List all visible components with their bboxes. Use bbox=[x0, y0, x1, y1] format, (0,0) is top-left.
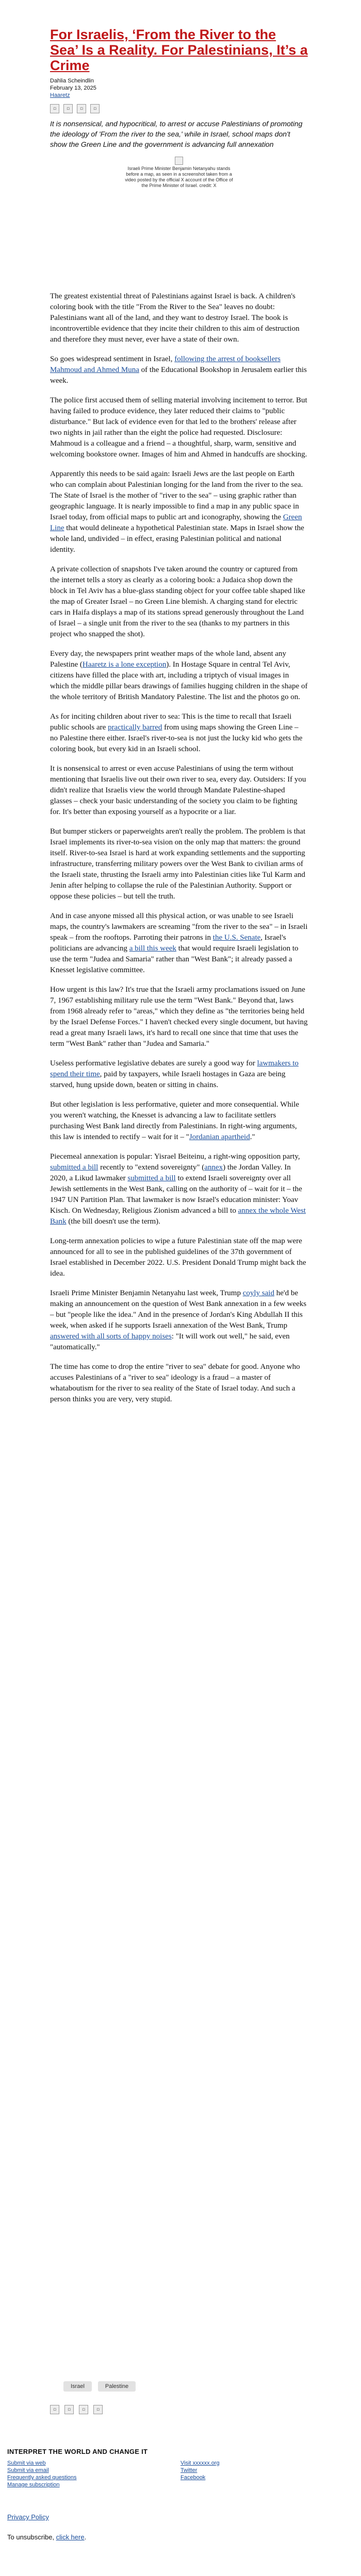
inline-link[interactable]: Green Line bbox=[50, 513, 302, 532]
tag-palestine[interactable]: Palestine bbox=[98, 2381, 136, 2392]
share-icon[interactable]: ▫ bbox=[50, 2405, 59, 2414]
footer-link-visit[interactable]: Visit xxxxxx.org bbox=[180, 2460, 220, 2466]
image-caption: Israeli Prime Minister Benjamin Netanyahu stands before a map, as seen in a screenshot taken from a video posted by the official X account of the Office of the Prime Minister of Israel. credit: X bbox=[125, 166, 233, 188]
paragraph: The police first accused them of selling material involving incitement to terror. But having failed to produce evidence, they later reduced their claims to "public disturbance." But lack of evidence even for that led to the brothers' release after two nights in jail rather than the eight the police had requested. Disclosure: Mahmoud is a colleague and a friend – a thoughtful, sharp, warm, sensitive and welcoming bookstore owner. Images of him and Ahmed in handcuffs are shocking. bbox=[50, 396, 307, 459]
tag-list bbox=[63, 2381, 136, 2392]
inline-link[interactable]: lawmakers to spend their time bbox=[50, 1059, 299, 1078]
share-icons-bottom bbox=[50, 2405, 103, 2414]
footer-link-submit-email[interactable]: Submit via email bbox=[7, 2467, 49, 2473]
inline-link[interactable]: a bill this week bbox=[129, 944, 176, 953]
inline-link[interactable]: practically barred bbox=[108, 723, 162, 732]
unsubscribe-link[interactable]: click here bbox=[56, 2533, 85, 2541]
paragraph: Piecemeal annexation is popular: Yisrael Beiteinu, a right-wing opposition party, submitted a bill recently to "extend sovereignty" (annex) the Jordan Valley. In 2020, a Likud lawmaker submitted a bill to extend Israeli sovereignty over all Jewish settlements in the West Bank, calling on the authority of – wait for it – the 1947 UN Partition Plan. That lawmaker is now Israel's education minister: Yoav Kisch. On Wednesday, Religious Zionism advanced a bill to annex the whole West Bank (the bill doesn't use the term). bbox=[50, 1153, 306, 1226]
inline-link[interactable]: answered with all sorts of happy noises bbox=[50, 1332, 172, 1341]
lead-image bbox=[122, 157, 236, 189]
footer-title: INTERPRET THE WORLD AND CHANGE IT bbox=[7, 2448, 148, 2455]
share-icon[interactable]: ▫ bbox=[64, 2405, 74, 2414]
paragraph: So goes widespread sentiment in Israel, following the arrest of booksellers Mahmoud and Ahmed Muna of the Educational Bookshop in Jerusalem earlier this week. bbox=[50, 355, 307, 385]
inline-link[interactable]: annex the whole West Bank bbox=[50, 1207, 306, 1226]
image-placeholder-icon bbox=[175, 157, 183, 165]
paragraph: Israeli Prime Minister Benjamin Netanyahu last week, Trump coyly said he'd be making an announcement on the question of West Bank annexation in a few weeks – but "people like the idea." And in the presence of Jordan's King Abdullah II this week, when asked if he supports Israeli annexation of the West Bank, Trump answered with all sorts of happy noises: "It will work out well," he said, even "automatically." bbox=[50, 1289, 307, 1351]
article-body bbox=[50, 291, 308, 1414]
footer-col-right bbox=[180, 2460, 354, 2488]
footer-columns bbox=[7, 2460, 354, 2488]
privacy-row bbox=[7, 2513, 49, 2522]
inline-link[interactable]: following the arrest of booksellers Mahmoud and Ahmed Muna bbox=[50, 355, 281, 374]
inline-link[interactable]: the U.S. Senate bbox=[212, 934, 261, 942]
paragraph: Every day, the newspapers print weather maps of the whole land, absent any Palestine (Haaretz is a lone exception). In Hostage Square in central Tel Aviv, citizens have filled the place with art, including a triptych of visual images in which the middle pillar bears drawings of families hugging children in the shape of the whole territory of British Mandatory Palestine. The list and the photos go on. bbox=[50, 650, 308, 701]
footer-link-twitter[interactable]: Twitter bbox=[180, 2467, 198, 2473]
privacy-policy-link[interactable]: Privacy Policy bbox=[7, 2513, 49, 2521]
share-icon[interactable]: ▫ bbox=[90, 104, 100, 113]
inline-link[interactable]: submitted a bill bbox=[127, 1174, 176, 1182]
share-icon[interactable]: ▫ bbox=[77, 104, 86, 113]
inline-link[interactable]: Jordanian apartheid bbox=[189, 1133, 250, 1141]
footer-link-manage[interactable]: Manage subscription bbox=[7, 2482, 60, 2488]
tag-israel[interactable]: Israel bbox=[63, 2381, 92, 2392]
inline-link[interactable]: coyly said bbox=[242, 1289, 274, 1297]
footer-col-left bbox=[7, 2460, 180, 2488]
paragraph: The greatest existential threat of Palestinians against Israel is back. A children's coloring book with the title "From the River to the Sea" leaves no doubt: Palestinians want all of the land, and they want to destroy Israel. The book is incontrovertible evidence that they incite their children to this aim of destruction and therefore they must never, ever have a state of their own. bbox=[50, 292, 300, 344]
footer-link-submit-web[interactable]: Submit via web bbox=[7, 2460, 46, 2466]
byline bbox=[50, 77, 308, 99]
share-icons bbox=[50, 104, 308, 113]
share-icon[interactable]: ▫ bbox=[63, 104, 73, 113]
paragraph: As for inciting children about river to sea: This is the time to recall that Israeli public schools are practically barred from using maps showing the Green Line – no Palestine there either. Israel's river-to-sea is not just the lucky kid who gets the coloring book, but every kid in an Israeli school. bbox=[50, 713, 303, 753]
paragraph: Useless performative legislative debates are surely a good way for lawmakers to spend their time, paid by taxpayers, while Israeli hostages in Gaza are being starved, hung upside down, beaten or sitting in chains. bbox=[50, 1059, 299, 1089]
paragraph: The time has come to drop the entire "river to sea" debate for good. Anyone who accuses Palestinians of a "river to sea" ideology is a fraud – a master of whataboutism for the river to sea reality of the State of Israel today. And such a person thinks you are very, very stupid. bbox=[50, 1363, 300, 1403]
footer-link-facebook[interactable]: Facebook bbox=[180, 2475, 206, 2481]
paragraph: It is nonsensical to arrest or even accuse Palestinians of using the term without mentioning that Israelis live out their own river to sea, every day. Outsiders: If you didn't realize that Israelis view the world through Mandate Palestine-shaped glasses – check your basic understanding of the society you claim to be fighting for. It's better than exposing yourself as a hypocrite or a liar. bbox=[50, 765, 306, 816]
paragraph: How urgent is this law? It's true that the Israeli army proclamations issued on June 7, 1967 establishing military rule use the term "West Bank." Beyond that, laws from 1968 already refer to "areas," which they define as "the territories being held by the Israel Defense Forces." I haven't checked every single document, but having read a great many Israeli laws, it's hard to recall one since that time that uses the term "West Bank" rather than "Judea and Samaria." bbox=[50, 986, 308, 1048]
paragraph: Apparently this needs to be said again: Israeli Jews are the last people on Earth who can complain about Palestinian longing for the land from the river to the sea. The State of Israel is the mother of "river to the sea" – using graphic rather than geographic language. It is nearly impossible to find a map in any public space in Israel today, from official maps to public art and iconography, showing the Green Line that would delineate a hypothetical Palestinian state. Maps in Israel show the whole land, undivided – in effect, erasing Palestinian political and national identity. bbox=[50, 470, 304, 554]
paragraph: Long-term annexation policies to wipe a future Palestinian state off the map were announced for all to see in the published guidelines of the 37th government of Israel established in December 2022. U.S. President Donald Trump might back the idea. bbox=[50, 1237, 306, 1278]
unsubscribe-row: To unsubscribe, click here. bbox=[7, 2533, 87, 2541]
share-icon[interactable]: ▫ bbox=[50, 104, 59, 113]
inline-link[interactable]: submitted a bill bbox=[50, 1163, 99, 1172]
publication-link[interactable]: Haaretz bbox=[50, 92, 70, 98]
share-icon[interactable]: ▫ bbox=[93, 2405, 103, 2414]
footer-link-faq[interactable]: Frequently asked questions bbox=[7, 2475, 77, 2481]
headline[interactable]: For Israelis, ‘From the River to the Sea’ Is a Reality. For Palestinians, It’s a Crime bbox=[50, 27, 308, 73]
inline-link[interactable]: Haaretz is a lone exception bbox=[82, 660, 167, 669]
author: Dahlia Scheindlin bbox=[50, 78, 94, 84]
article-header bbox=[50, 27, 308, 189]
footer bbox=[7, 2448, 354, 2488]
paragraph: But other legislation is less performative, quieter and more consequential. While you weren't watching, the Knesset is advancing a law to facilitate settlers purchasing West Bank land directly from Palestinians. In right-wing arguments, this law is intended to rectify – wait for it – "Jordanian apartheid." bbox=[50, 1100, 299, 1141]
inline-link[interactable]: annex bbox=[204, 1163, 223, 1172]
date: February 13, 2025 bbox=[50, 85, 96, 91]
paragraph: But bumper stickers or paperweights aren't really the problem. The problem is that Israel implements its river-to-sea vision on the only map that matters: the ground itself. River-to-sea Israel is hard at work expanding settlements and the supporting infrastructure, transferring military powers over the West Bank to civilian arms of the Israeli state, thrusting the Israeli army into Palestinian cities like Tul Karm and Jenin after helping to collapse the rule of the Palestinian Authority. Support or oppose these policies – but tell the truth. bbox=[50, 827, 306, 901]
paragraph: A private collection of snapshots I've taken around the country or captured from the internet tells a story as clearly as a coloring book: a Judaica shop down the block in Tel Aviv has a blue-glass standing object for your coffee table shaped like the map of Greater Israel – no Green Line blemish. A charging stand for electric cars in Haifa displays a map of its stations spread generously throughout the Land of Israel – a single unit from the river to the sea (thanks to my partners in this project who snapped the shot). bbox=[50, 565, 305, 638]
paragraph: And in case anyone missed all this physical action, or was unable to see Israeli maps, the country's lawmakers are screaming "from the river to the sea" – in Israeli speak – from the rooftops. Parroting their patrons in the U.S. Senate, Israel's politicians are advancing a bill this week that would require Israeli legislation to use the term "Judea and Samaria" rather than "West Bank"; it already passed a Knesset legislative committee. bbox=[50, 912, 308, 974]
share-icon[interactable]: ▫ bbox=[79, 2405, 88, 2414]
dek: It is nonsensical, and hypocritical, to arrest or accuse Palestinians of promoting the ideology of 'From the river to the sea,' while in Israel, school maps don't show the Green Line and the government is advancing full annexation bbox=[50, 120, 303, 148]
